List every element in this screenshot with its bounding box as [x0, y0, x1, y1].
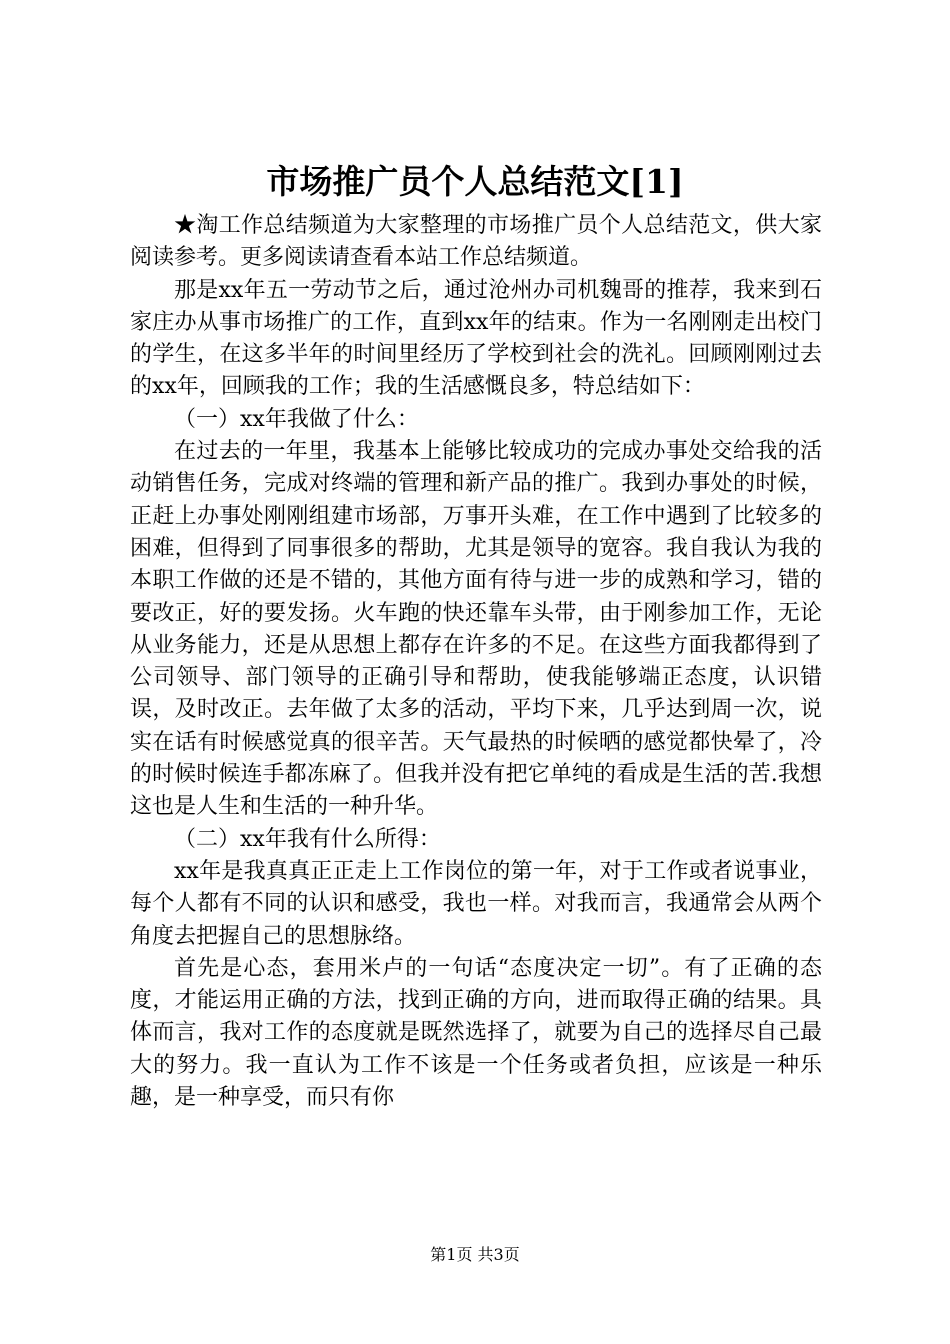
paragraph-past-year: 在过去的一年里，我基本上能够比较成功的完成办事处交给我的活动销售任务，完成对终端的管理和新产品的推广。我到办事处的时候，正赶上办事处刚刚组建市场部，万事开头难，在工作中遇到了比较多的困难，但得到了同事很多的帮助，尤其是领导的宽容。我自我认为我的本职工作做的还是不错的，其他方面有待与进一步的成熟和学习，错的要改正，好的要发扬。火车跑的快还靠车头带，由于刚参加工作，无论从业务能力，还是从思想上都存在许多的不足。在这些方面我都得到了公司领导、部门领导的正确引导和帮助，使我能够端正态度，认识错误，及时改正。去年做了太多的活动，平均下来，几乎达到周一次，说实在话有时候感觉真的很辛苦。天气最热的时候晒的感觉都快晕了，冷的时候时候连手都冻麻了。但我并没有把它单纯的看成是生活的苦.我想这也是人生和生活的一种升华。: [130, 439, 822, 820]
paragraph-background: 那是xx年五一劳动节之后，通过沧州办司机魏哥的推荐，我来到石家庄办从事市场推广的工作，直到xx年的结束。作为一名刚刚走出校门的学生，在这多半年的时间里经历了学校到社会的洗礼。回顾刚刚过去的xx年，回顾我的工作；我的生活感慨良多，特总结如下：: [130, 277, 822, 400]
paragraph-first-year: xx年是我真真正正走上工作岗位的第一年，对于工作或者说事业，每个人都有不同的认识和感受，我也一样。对我而言，我通常会从两个角度去把握自己的思想脉络。: [130, 858, 822, 949]
section-heading-what-i-gained: （二）xx年我有什么所得：: [174, 826, 441, 852]
document-title: 市场推广员个人总结范文[1]: [266, 162, 684, 201]
paragraph-attitude: 首先是心态，套用米卢的一句话“态度决定一切”。有了正确的态度，才能运用正确的方法，找到正确的方向，进而取得正确的结果。具体而言，我对工作的态度就是既然选择了，就要为自己的选择尽自己最大的努力。我一直认为工作不该是一个任务或者负担，应该是一种乐趣，是一种享受，而只有你: [130, 955, 822, 1111]
paragraph-intro: ★淘工作总结频道为大家整理的市场推广员个人总结范文，供大家阅读参考。更多阅读请查看本站工作总结频道。: [130, 213, 822, 271]
document-body: [130, 210, 822, 1114]
page-footer: 第1页 共3页: [430, 1245, 520, 1264]
section-heading-what-i-did: （一）xx年我做了什么：: [174, 406, 419, 432]
